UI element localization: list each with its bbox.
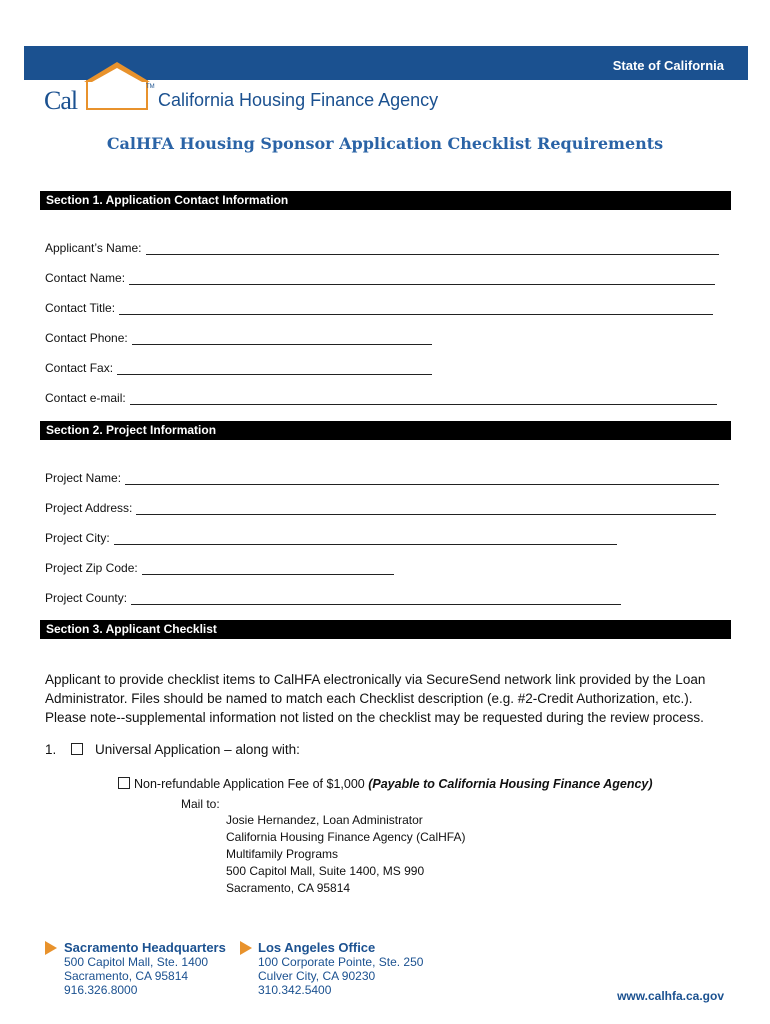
mailing-address: Josie Hernandez, Loan Administrator California Housing Finance Agency (CalHFA) Multifamily Programs 500 Capitol Mall, Suite 1400, MS 990 Sacramento, CA 95814 [226, 813, 466, 895]
section-2-header: Section 2. Project Information [40, 421, 731, 440]
section-1-header: Section 1. Application Contact Information [40, 191, 731, 210]
calhfa-logo: Cal TM [44, 62, 154, 112]
contact-fax-field[interactable]: Contact Fax: [45, 361, 432, 375]
hq-arrow-icon [45, 941, 57, 955]
project-zip-field[interactable]: Project Zip Code: [45, 561, 394, 575]
page-title: CalHFA Housing Sponsor Application Checklist Requirements [106, 134, 664, 153]
project-name-field[interactable]: Project Name: [45, 471, 719, 485]
project-address-field[interactable]: Project Address: [45, 501, 716, 515]
contact-name-field[interactable]: Contact Name: [45, 271, 715, 285]
la-arrow-icon [240, 941, 252, 955]
fee-item: Non-refundable Application Fee of $1,000 (Payable to California Housing Finance Agency) [118, 777, 653, 791]
state-label: State of California [612, 58, 724, 73]
contact-title-field[interactable]: Contact Title: [45, 301, 713, 315]
agency-name: California Housing Finance Agency [158, 90, 439, 110]
contact-phone-field[interactable]: Contact Phone: [45, 331, 432, 345]
footer-hq: Sacramento Headquarters 500 Capitol Mall, Ste. 1400 Sacramento, CA 95814 916.326.8000 [64, 940, 226, 997]
contact-email-field[interactable]: Contact e-mail: [45, 391, 717, 405]
checklist-intro: Applicant to provide checklist items to CalHFA electronically via SecureSend network link provided by the Loan Administrator. Files should be named to match each Checklist description (e.g. #2-Credit Authorization, etc.). Please note--supplemental information not listed on the checklist may be requested during the review process. [45, 672, 706, 725]
website-link[interactable]: www.calhfa.ca.gov [617, 989, 724, 1003]
checklist-item-1: 1. Universal Application – along with: [45, 742, 300, 757]
project-city-field[interactable]: Project City: [45, 531, 617, 545]
footer-la: Los Angeles Office 100 Corporate Pointe, Ste. 250 Culver City, CA 90230 310.342.5400 [258, 940, 424, 997]
project-county-field[interactable]: Project County: [45, 591, 621, 605]
mail-to-label: Mail to: [181, 797, 220, 811]
universal-application-checkbox[interactable] [71, 743, 83, 755]
fee-checkbox[interactable] [118, 777, 130, 789]
section-3-header: Section 3. Applicant Checklist [40, 620, 731, 639]
applicant-name-field[interactable]: Applicant’s Name: [45, 241, 719, 255]
